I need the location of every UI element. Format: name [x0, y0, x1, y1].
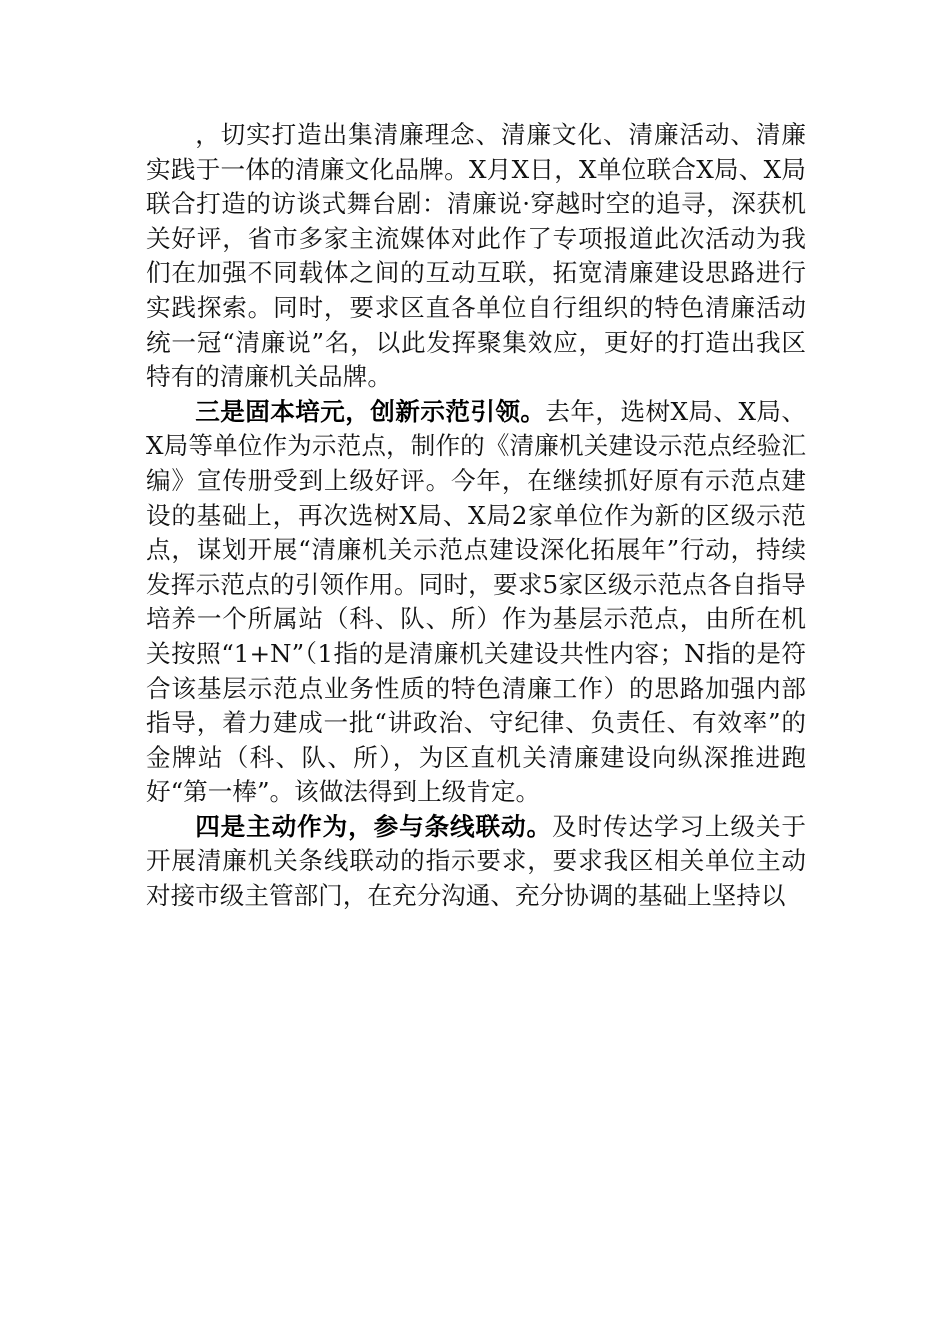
paragraph-demonstration-heading: 三是固本培元，创新示范引领。 [195, 396, 546, 426]
document-body [146, 118, 806, 914]
paragraph-culture-brand [146, 118, 806, 395]
paragraph-culture-brand-text: ，切实打造出集清廉理念、清廉文化、清廉活动、清廉实践于一体的清廉文化品牌。X月X日，X单位联合X局、X局联合打造的访谈式舞台剧：清廉说·穿越时空的追寻，深获机关好评，省市多家主流媒体对此作了专项报道此次活动为我们在加强不同载体之间的互动互联，拓宽清廉建设思路进行实践探索。同时，要求区直各单位自行组织的特色清廉活动统一冠“清廉说”名，以此发挥聚集效应，更好的打造出我区特有的清廉机关品牌。 [146, 120, 806, 392]
paragraph-demonstration [146, 395, 806, 810]
paragraph-linkage-text: 及时传达学习上级关于开展清廉机关条线联动的指示要求，要求我区相关单位主动对接市级主管部门，在充分沟通、充分协调的基础上坚持以 [146, 811, 806, 911]
paragraph-demonstration-text: 去年，选树X局、X局、X局等单位作为示范点，制作的《清廉机关建设示范点经验汇编》宣传册受到上级好评。今年，在继续抓好原有示范点建设的基础上，再次选树X局、X局2家单位作为新的区级示范点，谋划开展“清廉机关示范点建设深化拓展年”行动，持续发挥示范点的引领作用。同时，要求5家区级示范点各自指导培养一个所属站（科、队、所）作为基层示范点，由所在机关按照“1+N”（1指的是清廉机关建设共性内容；N指的是符合该基层示范点业务性质的特色清廉工作）的思路加强内部指导，着力建成一批“讲政治、守纪律、负责任、有效率”的金牌站（科、队、所），为区直机关清廉建设向纵深推进跑好“第一棒”。该做法得到上级肯定。 [146, 396, 806, 807]
paragraph-linkage [146, 810, 806, 914]
paragraph-linkage-heading: 四是主动作为，参与条线联动。 [195, 811, 552, 841]
